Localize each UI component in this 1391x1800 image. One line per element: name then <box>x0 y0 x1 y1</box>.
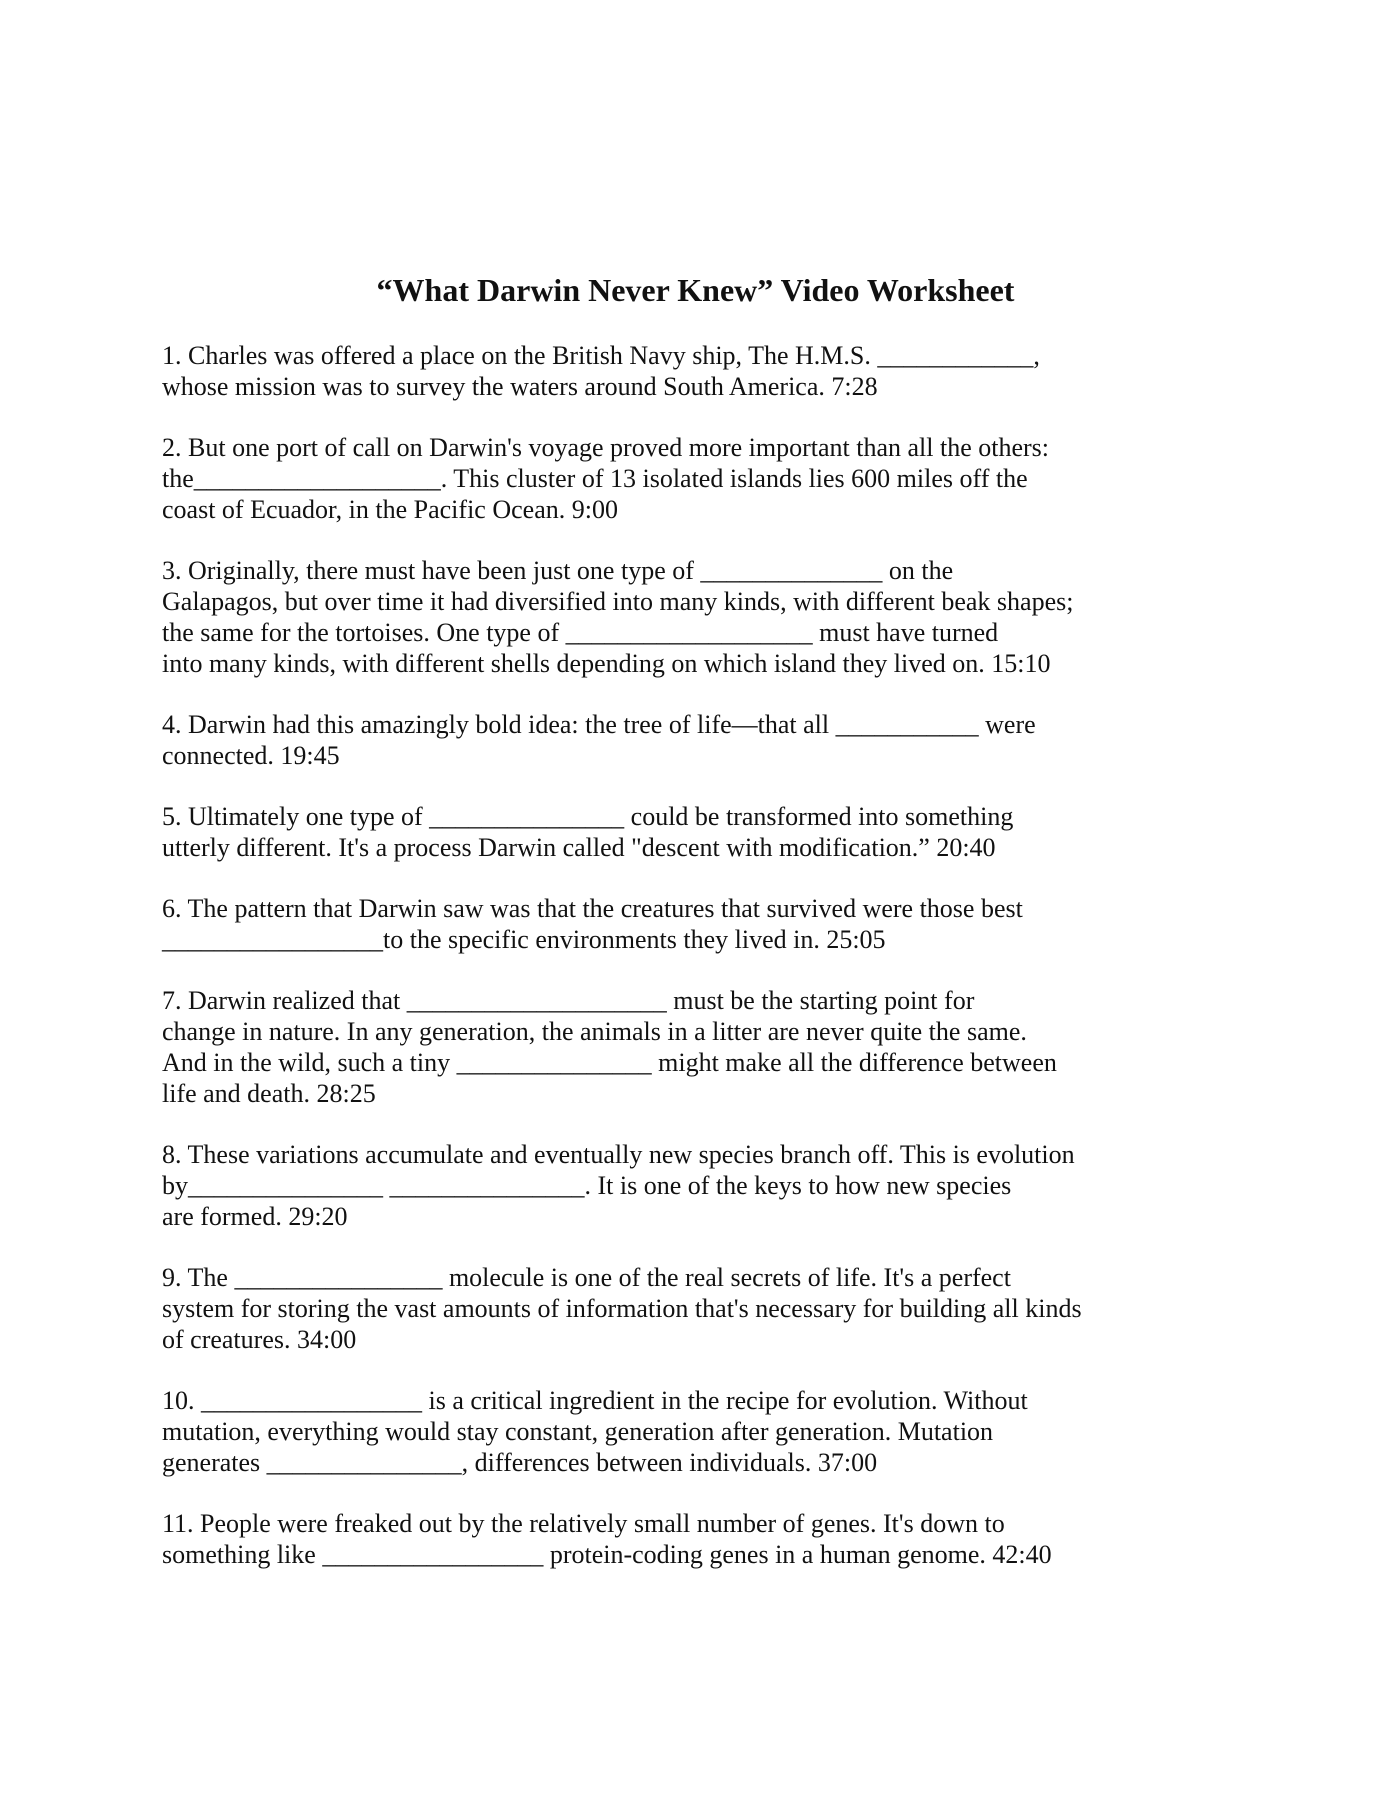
question-8-line-2: by_______________ _______________. It is one of the keys to how new species <box>162 1171 1012 1200</box>
question-3-line-2: Galapagos, but over time it had diversified into many kinds, with different beak shapes; <box>162 587 1074 616</box>
question-2 <box>162 432 1242 525</box>
question-2-line-1: 2. But one port of call on Darwin's voyage proved more important than all the others: <box>162 433 1050 462</box>
question-1-line-2: whose mission was to survey the waters around South America. 7:28 <box>162 372 878 401</box>
question-8 <box>162 1139 1242 1232</box>
question-11 <box>162 1508 1242 1570</box>
question-9 <box>162 1262 1242 1355</box>
question-1 <box>162 340 1242 402</box>
question-10 <box>162 1385 1242 1478</box>
question-3-line-3: the same for the tortoises. One type of ___________________ must have turned <box>162 618 999 647</box>
question-7-line-1: 7. Darwin realized that ____________________ must be the starting point for <box>162 986 975 1015</box>
question-7-line-2: change in nature. In any generation, the animals in a litter are never quite the same. <box>162 1017 1027 1046</box>
question-list <box>162 340 1242 1600</box>
question-1-line-1: 1. Charles was offered a place on the British Navy ship, The H.M.S. ____________, <box>162 341 1040 370</box>
question-10-line-2: mutation, everything would stay constant, generation after generation. Mutation <box>162 1417 994 1446</box>
question-4-line-2: connected. 19:45 <box>162 741 340 770</box>
question-6-line-2: _________________to the specific environments they lived in. 25:05 <box>162 925 886 954</box>
question-4-line-1: 4. Darwin had this amazingly bold idea: the tree of life—that all ___________ were <box>162 710 1036 739</box>
question-10-line-1: 10. _________________ is a critical ingredient in the recipe for evolution. Without <box>162 1386 1028 1415</box>
worksheet-title: “What Darwin Never Knew” Video Worksheet <box>376 272 1015 308</box>
question-7-line-3: And in the wild, such a tiny _______________ might make all the difference between <box>162 1048 1057 1077</box>
question-11-line-1: 11. People were freaked out by the relatively small number of genes. It's down to <box>162 1509 1005 1538</box>
question-7 <box>162 985 1242 1109</box>
question-8-line-3: are formed. 29:20 <box>162 1202 348 1231</box>
question-10-line-3: generates _______________, differences between individuals. 37:00 <box>162 1448 878 1477</box>
question-2-line-2: the___________________. This cluster of 13 isolated islands lies 600 miles off the <box>162 464 1028 493</box>
question-9-line-1: 9. The ________________ molecule is one of the real secrets of life. It's a perfect <box>162 1263 1011 1292</box>
question-9-line-2: system for storing the vast amounts of information that's necessary for building all kinds <box>162 1294 1082 1323</box>
question-5 <box>162 801 1242 863</box>
question-3 <box>162 555 1242 679</box>
question-6-line-1: 6. The pattern that Darwin saw was that the creatures that survived were those best <box>162 894 1023 923</box>
question-7-line-4: life and death. 28:25 <box>162 1079 376 1108</box>
question-5-line-1: 5. Ultimately one type of _______________ could be transformed into something <box>162 802 1014 831</box>
question-5-line-2: utterly different. It's a process Darwin called "descent with modification.” 20:40 <box>162 833 996 862</box>
question-8-line-1: 8. These variations accumulate and eventually new species branch off. This is evolution <box>162 1140 1075 1169</box>
question-9-line-3: of creatures. 34:00 <box>162 1325 357 1354</box>
question-3-line-1: 3. Originally, there must have been just one type of ______________ on the <box>162 556 954 585</box>
question-6 <box>162 893 1242 955</box>
question-11-line-2: something like _________________ protein-coding genes in a human genome. 42:40 <box>162 1540 1052 1569</box>
question-2-line-3: coast of Ecuador, in the Pacific Ocean. 9:00 <box>162 495 618 524</box>
question-3-line-4: into many kinds, with different shells depending on which island they lived on. 15:10 <box>162 649 1051 678</box>
question-4 <box>162 709 1242 771</box>
